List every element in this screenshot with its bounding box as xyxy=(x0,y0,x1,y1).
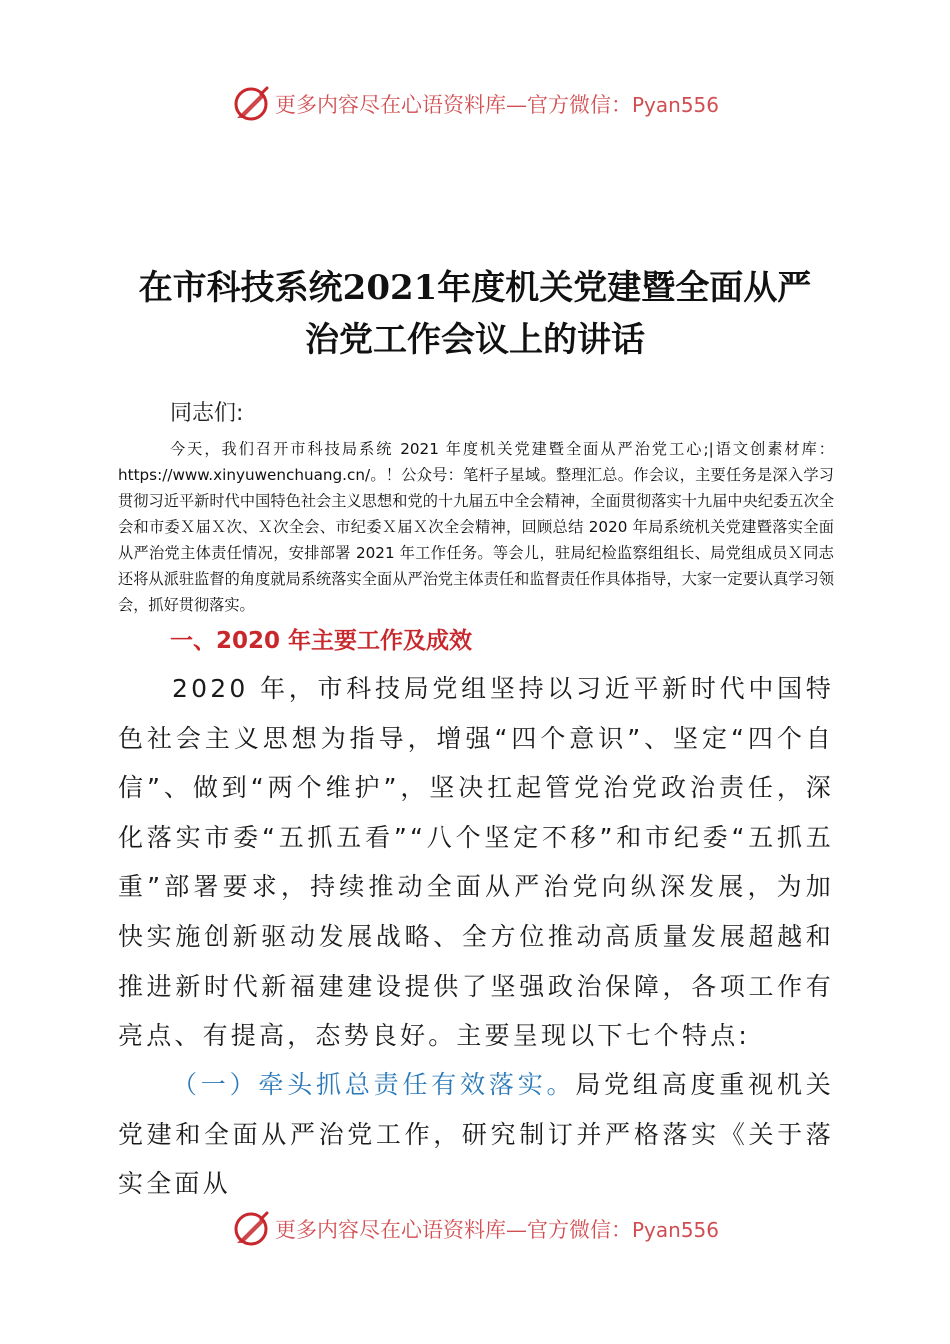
pen-logo-icon xyxy=(231,84,271,124)
intro-paragraph: 今天，我们召开市科技局系统 2021 年度机关党建暨全面从严治党工心;|语文创素材库：https://www.xinyuwenchuang.cn/。！公众号：笔杆子星域。整理汇总。作会议，主要任务是深入学习贯彻习近平新时代中国特色社会主义思想和党的十九届五中全会精神，全面贯彻落实十九届中央纪委五次全会和市委Ｘ届Ｘ次、Ｘ次全会、市纪委Ｘ届Ｘ次全会精神，回顾总结 2020 年局系统机关党建暨落实全面从严治党主体责任情况，安排部署 2021 年工作任务。等会儿，驻局纪检监察组组长、局党组成员Ｘ同志还将从派驻监督的角度就局系统落实全面从严治党主体责任和监督责任作具体指导，大家一定要认真学习领会，抓好贯彻落实。 xyxy=(118,440,834,614)
section-heading: 一、2020 年主要工作及成效 xyxy=(170,628,473,654)
body-paragraph-2 xyxy=(118,1060,834,1209)
pen-logo-icon xyxy=(231,1209,271,1249)
watermark-banner-bottom xyxy=(0,1207,950,1251)
title-line-1: 在市科技系统2021年度机关党建暨全面从严 xyxy=(138,268,812,308)
subsection-heading: （一）牵头抓总责任有效落实。 xyxy=(172,1070,576,1099)
salutation: 同志们: xyxy=(170,401,244,426)
watermark-banner-top xyxy=(0,82,950,126)
title-line-2: 治党工作会议上的讲话 xyxy=(305,320,645,360)
subsection-body: 局党组高度重视机关党建和全面从严治党工作，研究制订并严格落实《关于落实全面从 xyxy=(118,1070,834,1199)
banner-text: 更多内容尽在心语资料库—官方微信：Pyan556 xyxy=(274,1218,719,1242)
banner-text: 更多内容尽在心语资料库—官方微信：Pyan556 xyxy=(274,93,719,117)
body-paragraph-1: 2020 年，市科技局党组坚持以习近平新时代中国特色社会主义思想为指导，增强“四个意识”、坚定“四个自信”、做到“两个维护”，坚决扛起管党治党政治责任，深化落实市委“五抓五看”“八个坚定不移”和市纪委“五抓五重”部署要求，持续推动全面从严治党向纵深发展，为加快实施创新驱动发展战略、全方位推动高质量发展超越和推进新时代新福建建设提供了坚强政治保障，各项工作有亮点、有提高，态势良好。主要呈现以下七个特点: xyxy=(118,674,834,1051)
page-title xyxy=(60,262,890,366)
